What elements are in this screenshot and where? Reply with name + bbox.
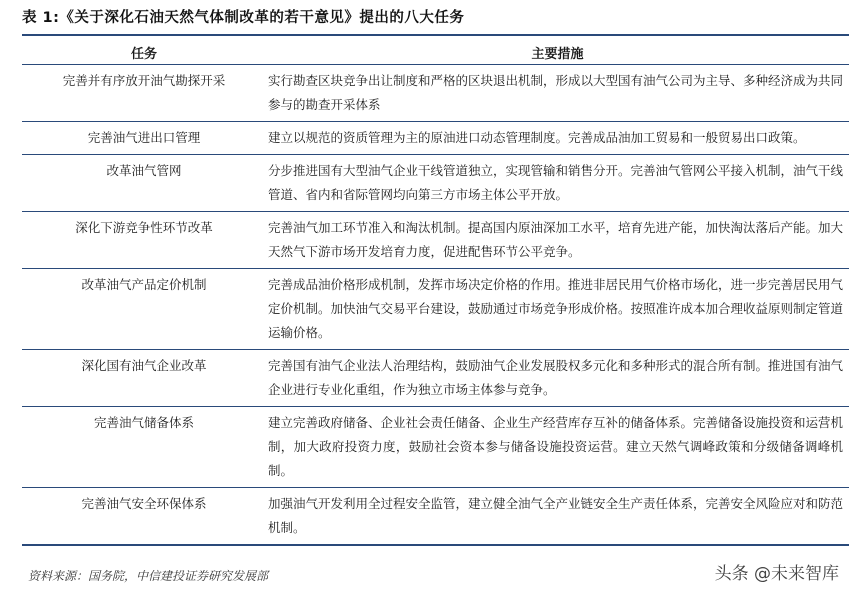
header-measure: 主要措施 xyxy=(266,40,849,65)
measure-cell: 加强油气开发利用全过程安全监管，建立健全油气全产业链安全生产责任体系，完善安全风险应对和防范机制。 xyxy=(266,488,849,546)
table-row xyxy=(22,407,849,488)
tasks-table xyxy=(22,40,849,546)
measure-cell: 实行勘查区块竞争出让制度和严格的区块退出机制，形成以大型国有油气公司为主导、多种经济成为共同参与的勘查开采体系 xyxy=(266,65,849,122)
task-cell: 改革油气管网 xyxy=(22,155,266,212)
task-cell: 改革油气产品定价机制 xyxy=(22,269,266,350)
measure-cell: 建立完善政府储备、企业社会责任储备、企业生产经营库存互补的储备体系。完善储备设施投资和运营机制，加大政府投资力度，鼓励社会资本参与储备设施投资运营。建立天然气调峰政策和分级储备调峰机制。 xyxy=(266,407,849,488)
table-row xyxy=(22,122,849,155)
table-row xyxy=(22,65,849,122)
top-rule xyxy=(22,34,849,36)
table-row xyxy=(22,269,849,350)
table-title: 表 1:《关于深化石油天然气体制改革的若干意见》提出的八大任务 xyxy=(22,10,465,26)
task-cell: 深化国有油气企业改革 xyxy=(22,350,266,407)
table-row xyxy=(22,488,849,546)
table-header-row xyxy=(22,40,849,65)
measure-cell: 分步推进国有大型油气企业干线管道独立，实现管输和销售分开。完善油气管网公平接入机制，油气干线管道、省内和省际管网均向第三方市场主体公平开放。 xyxy=(266,155,849,212)
table-row xyxy=(22,350,849,407)
source-note: 资料来源：国务院，中信建投证券研究发展部 xyxy=(28,569,269,583)
table-row xyxy=(22,212,849,269)
watermark: 头条 @未来智库 xyxy=(711,559,843,584)
task-cell: 完善并有序放开油气勘探开采 xyxy=(22,65,266,122)
task-cell: 深化下游竞争性环节改革 xyxy=(22,212,266,269)
task-cell: 完善油气进出口管理 xyxy=(22,122,266,155)
measure-cell: 建立以规范的资质管理为主的原油进口动态管理制度。完善成品油加工贸易和一般贸易出口政策。 xyxy=(266,122,849,155)
task-cell: 完善油气储备体系 xyxy=(22,407,266,488)
measure-cell: 完善成品油价格形成机制，发挥市场决定价格的作用。推进非居民用气价格市场化，进一步完善居民用气定价机制。加快油气交易平台建设，鼓励通过市场竞争形成价格。按照准许成本加合理收益原则制定管道运输价格。 xyxy=(266,269,849,350)
task-cell: 完善油气安全环保体系 xyxy=(22,488,266,546)
measure-cell: 完善油气加工环节准入和淘汰机制。提高国内原油深加工水平，培育先进产能，加快淘汰落后产能。加大天然气下游市场开发培育力度，促进配售环节公平竞争。 xyxy=(266,212,849,269)
header-task: 任务 xyxy=(22,40,266,65)
table-row xyxy=(22,155,849,212)
measure-cell: 完善国有油气企业法人治理结构，鼓励油气企业发展股权多元化和多种形式的混合所有制。推进国有油气企业进行专业化重组，作为独立市场主体参与竞争。 xyxy=(266,350,849,407)
